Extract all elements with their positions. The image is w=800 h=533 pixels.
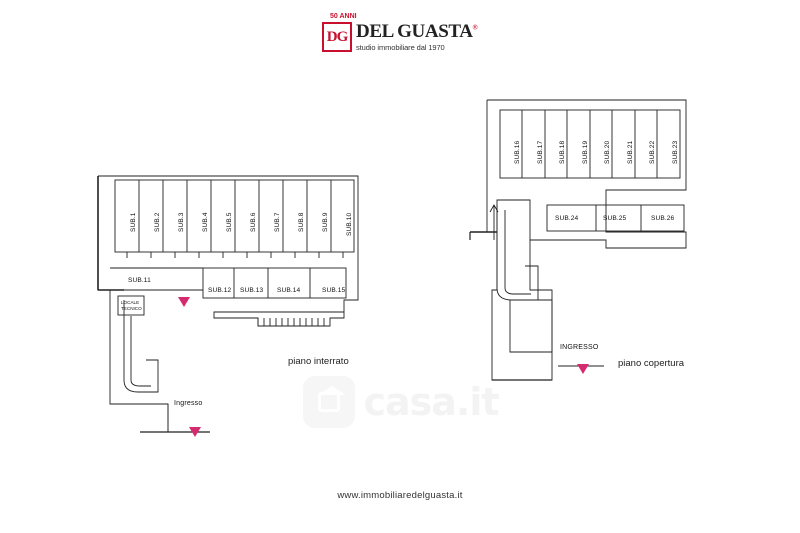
unit-label-sub-5: SUB.5 [226,212,233,232]
unit-label-sub-21: SUB.21 [627,140,634,164]
logo-monogram-text: DG [326,28,348,45]
unit-label-sub-25: SUB.25 [603,215,627,222]
unit-label-sub-17: SUB.17 [537,140,544,164]
unit-label-sub-20: SUB.20 [604,140,611,164]
brand-registered-mark: ® [472,23,478,32]
unit-label-sub-26: SUB.26 [651,215,675,222]
unit-label-sub-14: SUB.14 [277,287,301,294]
footer-website: www.immobiliaredelguasta.it [337,490,463,501]
brand-tagline: studio immobiliare dal 1970 [356,42,445,52]
unit-label-sub-6: SUB.6 [250,212,257,232]
entrance-label-basement: Ingresso [174,400,203,407]
unit-label-sub-13: SUB.13 [240,287,264,294]
unit-label-sub-11: SUB.11 [128,277,151,284]
entrance-marker-basement-upper [178,297,190,307]
unit-label-sub-1: SUB.1 [130,212,137,232]
plan-title-basement: piano interrato [288,356,349,367]
entrance-marker-roof [577,364,589,374]
unit-label-sub-12: SUB.12 [208,287,232,294]
unit-label-sub-19: SUB.19 [582,140,589,164]
unit-label-sub-23: SUB.23 [672,140,679,164]
unit-label-sub-24: SUB.24 [555,215,579,222]
unit-label-sub-9: SUB.9 [322,212,329,232]
unit-label-sub-3: SUB.3 [178,212,185,232]
unit-label-sub-15: SUB.15 [322,287,346,294]
unit-label-sub-8: SUB.8 [298,212,305,232]
unit-label-sub-18: SUB.18 [559,140,566,164]
technical-room-label: LOCALE TECNICO [121,300,142,311]
logo-anni-label: 50 ANNI [330,13,357,20]
unit-label-sub-16: SUB.16 [514,140,521,164]
plan-title-roof: piano copertura [618,358,685,369]
watermark-text: casa.it [363,380,499,424]
unit-label-sub-2: SUB.2 [154,212,161,232]
brand-name-text: DEL GUASTA [356,21,473,43]
unit-label-sub-4: SUB.4 [202,212,209,232]
unit-label-sub-7: SUB.7 [274,212,281,232]
unit-label-sub-22: SUB.22 [649,140,656,164]
entrance-label-roof: INGRESSO [560,344,599,351]
unit-label-sub-10: SUB.10 [346,212,353,236]
